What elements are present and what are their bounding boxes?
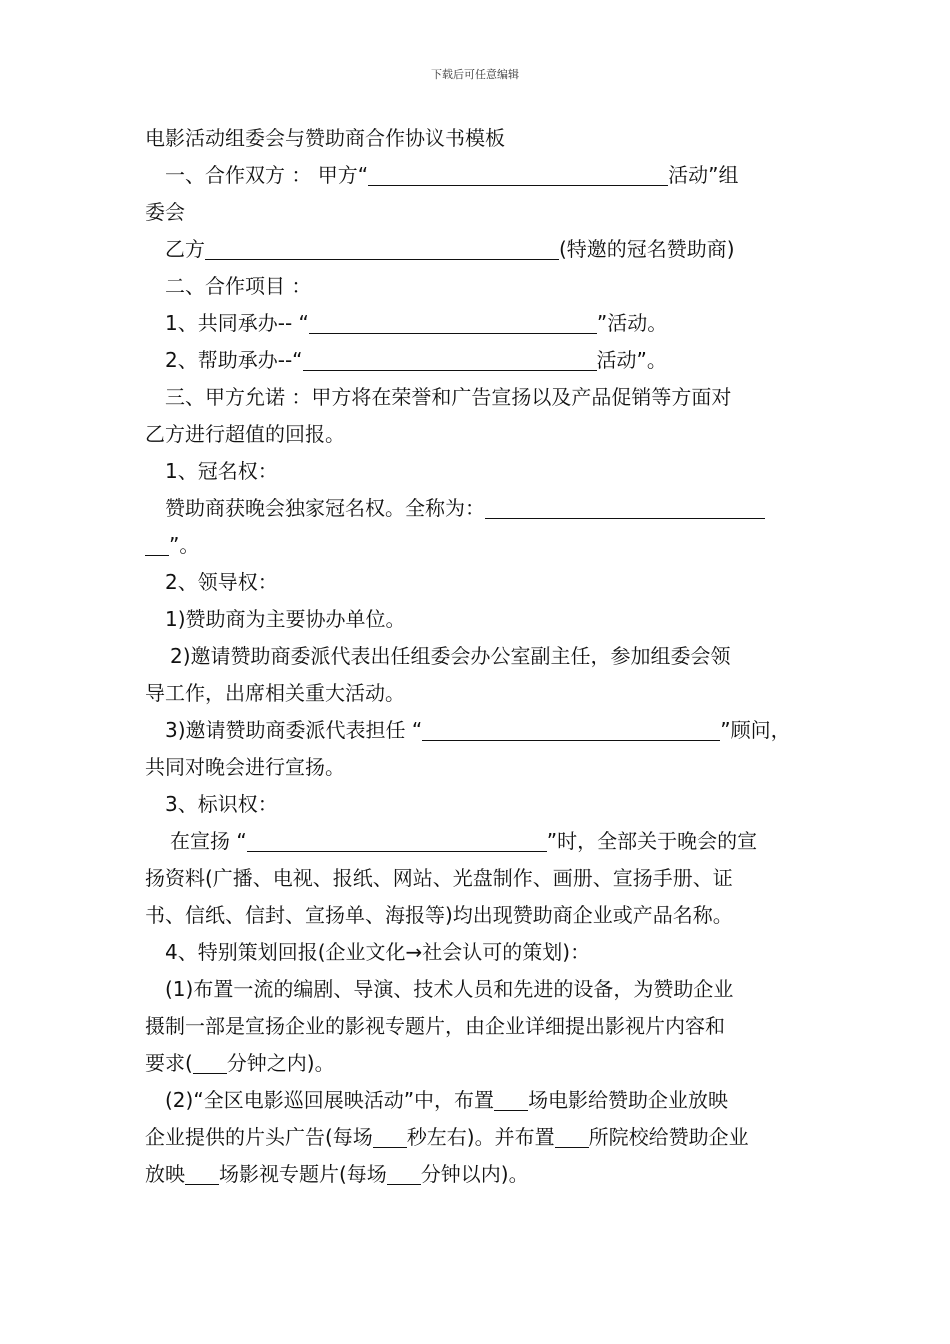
logo-line-1-prefix: 在宣扬 “ — [170, 829, 247, 853]
leadership-item-1: 1)赞助商为主要协办单位。 — [165, 607, 406, 631]
logo-blank[interactable] — [247, 829, 547, 852]
special-item-1-line-1: (1)布置一流的编剧、导演、技术人员和先进的设备，为赞助企业 — [165, 977, 734, 1001]
special-item-2-line-3 — [145, 1156, 810, 1193]
logo-heading: 3、标识权： — [165, 792, 278, 816]
party-b-blank[interactable] — [205, 237, 559, 260]
leadership-heading: 2、领导权： — [165, 570, 278, 594]
special-item-2-line-1-a: (2)“全区电影巡回展映活动”中，布置 — [165, 1088, 495, 1112]
parties-label: 一、合作双方 ： 甲方“ — [165, 163, 369, 187]
naming-heading: 1、冠名权： — [165, 459, 278, 483]
logo-line-1-suffix: ”时，全部关于晚会的宣 — [546, 829, 758, 853]
logo-line-1 — [145, 823, 810, 860]
project-item-1 — [145, 305, 810, 342]
special-item-1-line-3-suffix: 分钟之内)。 — [226, 1051, 335, 1075]
naming-line-2 — [145, 527, 810, 564]
special-item-1-line-3-prefix: 要求( — [145, 1051, 193, 1075]
special-item-2-line-1-b: 场电影给赞助企业放映 — [528, 1088, 729, 1112]
films-blank[interactable] — [185, 1162, 219, 1185]
special-item-2-line-3-c: 分钟以内)。 — [420, 1162, 529, 1186]
special-item-1-line-3 — [145, 1045, 810, 1082]
party-a-suffix: 活动”组 — [668, 163, 739, 187]
naming-text: 赞助商获晚会独家冠名权。全称为： — [165, 496, 485, 520]
project-item-1-blank[interactable] — [309, 311, 597, 334]
project-item-2 — [145, 342, 810, 379]
special-item-2-line-3-b: 场影视专题片(每场 — [219, 1162, 387, 1186]
project-item-1-suffix: ”活动。 — [596, 311, 668, 335]
special-item-2-line-2-b: 秒左右)。并布置 — [406, 1125, 555, 1149]
page-header: 下载后可任意编辑 — [431, 68, 519, 81]
promise-line-2: 乙方进行超值的回报。 — [145, 422, 345, 446]
promise-line-1: 三、甲方允诺 ：甲方将在荣誉和广告宣扬以及产品促销等方面对 — [165, 385, 732, 409]
seconds-blank[interactable] — [373, 1125, 407, 1148]
special-heading: 4、特别策划回报(企业文化→社会认可的策划)： — [165, 940, 591, 964]
schools-blank[interactable] — [555, 1125, 589, 1148]
document-title: 电影活动组委会与赞助商合作协议书模板 — [145, 126, 505, 150]
parties-line — [145, 157, 810, 194]
leadership-item-2-line-1: 2)邀请赞助商委派代表出任组委会办公室副主任，参加组委会领 — [170, 644, 731, 668]
special-item-2-line-2 — [145, 1119, 810, 1156]
party-a-cont: 委会 — [145, 200, 185, 224]
document-body — [145, 120, 810, 1193]
naming-line-1 — [145, 490, 810, 527]
special-item-2-line-2-a: 企业提供的片头广告(每场 — [145, 1125, 373, 1149]
leadership-item-3 — [145, 712, 810, 749]
special-item-2-line-1 — [145, 1082, 810, 1119]
party-b-line — [145, 231, 810, 268]
project-item-2-suffix: 活动”。 — [596, 348, 667, 372]
film-minutes-blank[interactable] — [387, 1162, 421, 1185]
leadership-item-3-prefix: 3)邀请赞助商委派代表担任 “ — [165, 718, 423, 742]
project-item-2-prefix: 2、帮助承办--“ — [165, 348, 303, 372]
party-b-suffix: (特邀的冠名赞助商) — [559, 237, 735, 261]
projects-heading: 二、合作项目 ： — [165, 274, 312, 298]
logo-line-3: 书、信纸、信封、宣扬单、海报等)均出现赞助商企业或产品名称。 — [145, 903, 733, 927]
naming-blank-cont[interactable] — [145, 533, 169, 556]
special-item-2-line-3-a: 放映 — [145, 1162, 185, 1186]
project-item-1-prefix: 1、共同承办-- “ — [165, 311, 309, 335]
minutes-blank[interactable] — [193, 1051, 227, 1074]
screenings-blank[interactable] — [494, 1088, 528, 1111]
project-item-2-blank[interactable] — [303, 348, 597, 371]
special-item-2-line-2-c: 所院校给赞助企业 — [588, 1125, 749, 1149]
special-item-1-line-2: 摄制一部是宣扬企业的影视专题片，由企业详细提出影视片内容和 — [145, 1014, 725, 1038]
leadership-item-3-line-2: 共同对晚会进行宣扬。 — [145, 755, 345, 779]
logo-line-2: 扬资料(广播、电视、报纸、网站、光盘制作、画册、宣扬手册、证 — [145, 866, 733, 890]
leadership-item-2-line-2: 导工作，出席相关重大活动。 — [145, 681, 405, 705]
naming-blank[interactable] — [485, 496, 765, 519]
party-b-label: 乙方 — [165, 237, 205, 261]
leadership-item-3-suffix: ”顾问， — [720, 718, 791, 742]
leadership-item-3-blank[interactable] — [422, 718, 720, 741]
party-a-blank[interactable] — [368, 163, 668, 186]
naming-suffix: ”。 — [169, 533, 200, 557]
